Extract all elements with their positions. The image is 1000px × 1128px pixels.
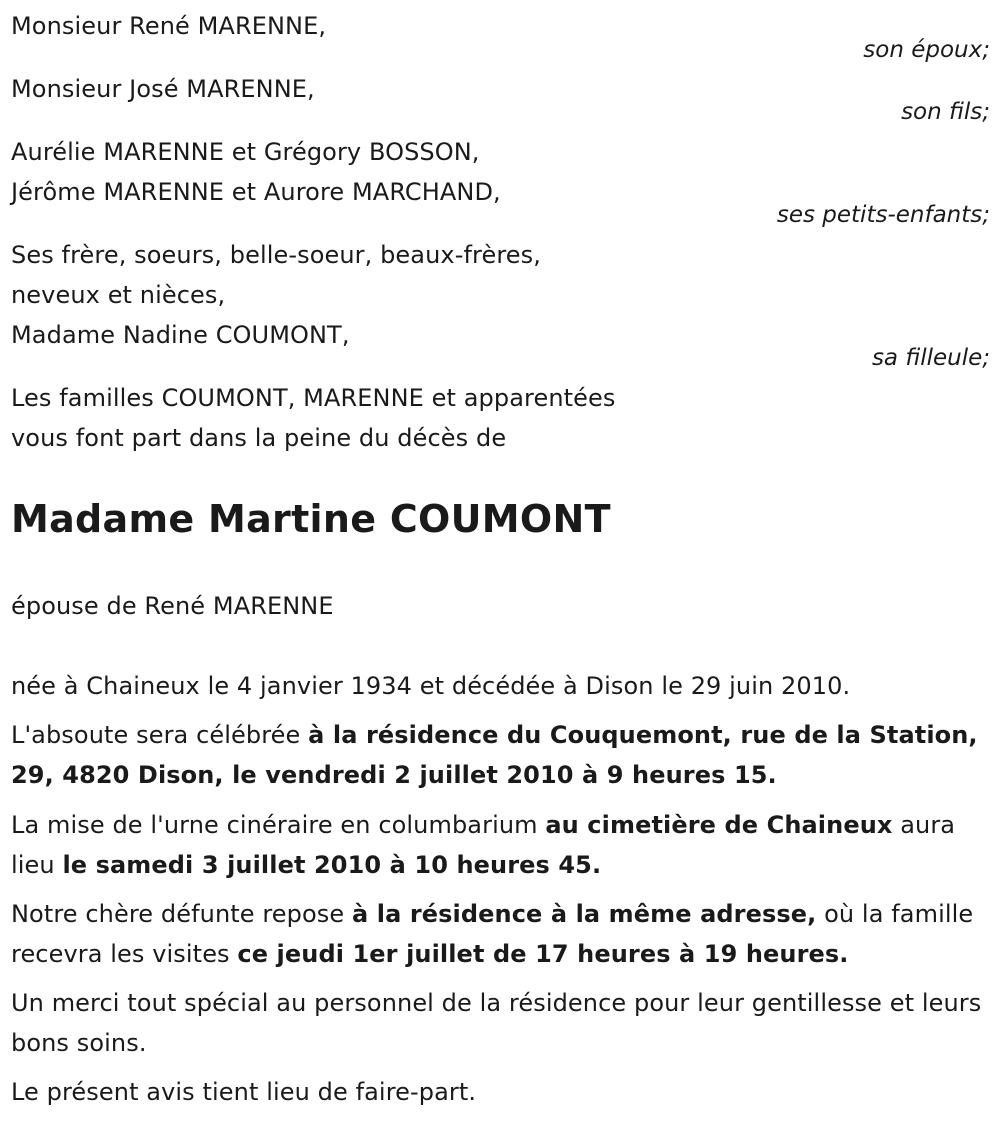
deceased-name: Madame Martine COUMONT bbox=[11, 497, 611, 541]
thanks-paragraph: Un merci tout spécial au personnel de la résidence pour leur gentillesse et leurs bons soins. bbox=[11, 989, 982, 1057]
family-line-families: Les familles COUMONT, MARENNE et apparentées bbox=[11, 384, 616, 412]
family-line-goddaughter: Madame Nadine COUMONT, bbox=[11, 321, 350, 349]
role-son: son fils; bbox=[901, 99, 990, 125]
family-line-grandchild-2: Jérôme MARENNE et Aurore MARCHAND, bbox=[11, 178, 501, 206]
urne-intro: La mise de l'urne cinéraire en columbarium bbox=[11, 811, 546, 839]
repose-place: à la résidence à la même adresse, bbox=[352, 900, 817, 928]
family-line-grandchild-1: Aurélie MARENNE et Grégory BOSSON, bbox=[11, 138, 480, 166]
repose-visits: ce jeudi 1er juillet de 17 heures à 19 heures. bbox=[237, 940, 849, 968]
role-husband: son époux; bbox=[863, 37, 990, 63]
notice-paragraph: Le présent avis tient lieu de faire-part. bbox=[11, 1078, 477, 1106]
family-line-son: Monsieur José MARENNE, bbox=[11, 75, 315, 103]
urne-paragraph bbox=[11, 805, 991, 885]
absoute-intro: L'absoute sera célébrée bbox=[11, 721, 309, 749]
repose-paragraph bbox=[11, 894, 991, 974]
absoute-details: à la résidence du Couquemont, rue de la Station, 29, 4820 Dison, le vendredi 2 juillet 2010 à 9 heures 15. bbox=[11, 721, 978, 789]
role-goddaughter: sa filleule; bbox=[871, 345, 990, 371]
spouse-line: épouse de René MARENNE bbox=[11, 592, 334, 620]
family-line-husband: Monsieur René MARENNE, bbox=[11, 12, 327, 40]
repose-intro: Notre chère défunte repose bbox=[11, 900, 352, 928]
family-line-nephews: neveux et nièces, bbox=[11, 281, 226, 309]
repose-mid: où la famille recevra les visites bbox=[11, 900, 974, 968]
family-line-siblings: Ses frère, soeurs, belle-soeur, beaux-frères, bbox=[11, 241, 541, 269]
role-grandchildren: ses petits-enfants; bbox=[776, 202, 990, 228]
family-line-announcement: vous font part dans la peine du décès de bbox=[11, 424, 507, 452]
urne-mid: aura lieu bbox=[11, 811, 956, 879]
birth-death-line: née à Chaineux le 4 janvier 1934 et décédée à Dison le 29 juin 2010. bbox=[11, 672, 851, 700]
absoute-paragraph bbox=[11, 715, 991, 795]
urne-date: le samedi 3 juillet 2010 à 10 heures 45. bbox=[62, 851, 602, 879]
urne-place: au cimetière de Chaineux bbox=[545, 811, 893, 839]
